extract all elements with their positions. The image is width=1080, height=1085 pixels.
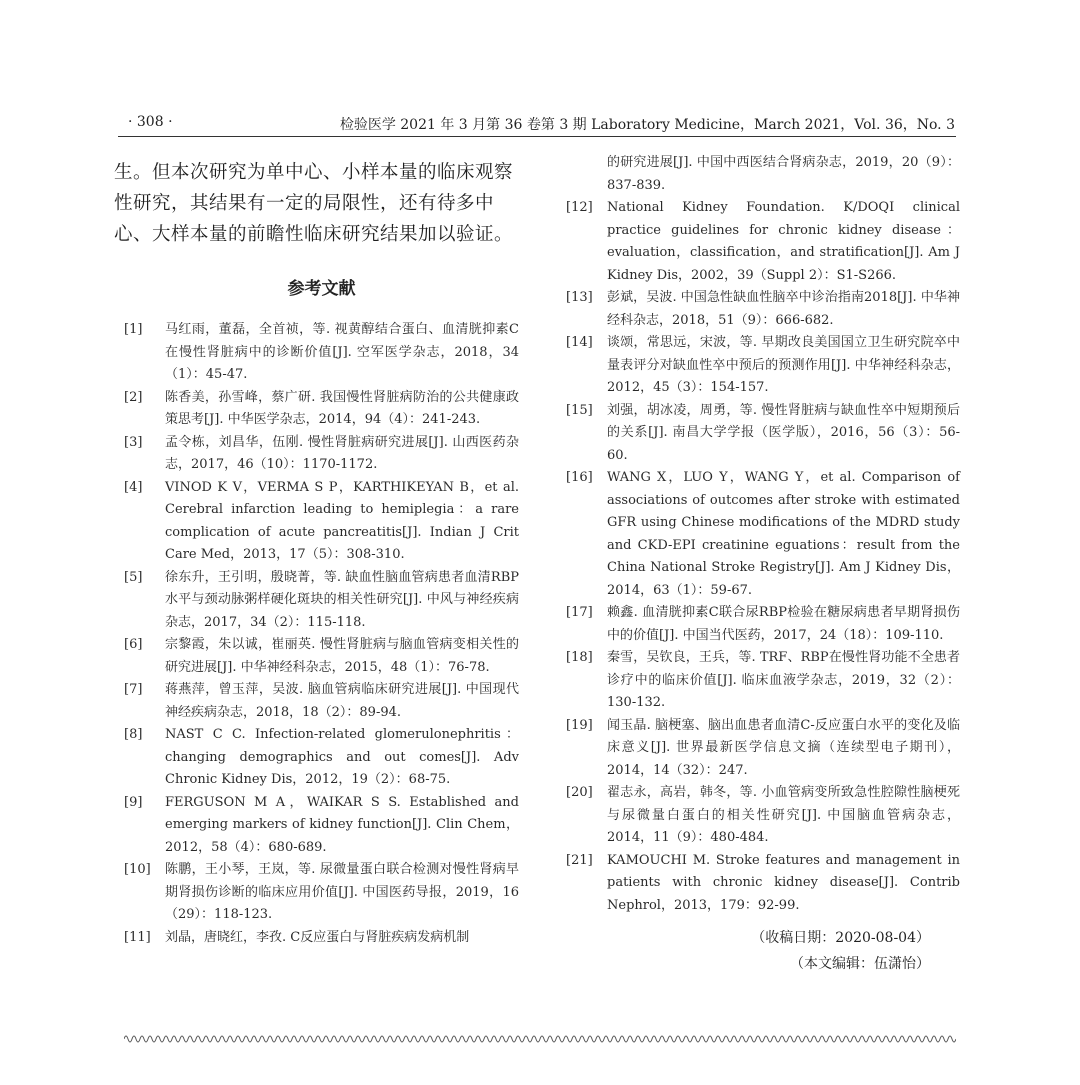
reference-text: 徐东升，王引明，殷晓菁，等. 缺血性脑血管病患者血清RBP水平与颈动脉粥样硬化斑块的相关性研究[J]. 中风与神经疾病杂志，2017，34（2）：115-118. bbox=[165, 569, 519, 630]
reference-item bbox=[124, 477, 519, 567]
reference-number: [10] bbox=[124, 862, 151, 877]
reference-item bbox=[566, 332, 960, 400]
reference-text: 马红雨，董磊，全首祯，等. 视黄醇结合蛋白、血清胱抑素C在慢性肾脏病中的诊断价值[J]. 空军医学杂志，2018，34（1）：45-47. bbox=[165, 322, 519, 382]
reference-text: 刘晶，唐晓红，李孜. C反应蛋白与肾脏疾病发病机制 bbox=[165, 929, 470, 945]
reference-text: 孟令栋，刘昌华，伍刚. 慢性肾脏病研究进展[J]. 山西医药杂志，2017，46（10）：1170-1172. bbox=[165, 434, 519, 472]
reference-text: 闻玉晶. 脑梗塞、脑出血患者血清C-反应蛋白水平的变化及临床意义[J]. 世界最新医学信息文摘（连续型电子期刊），2014，14（32）：247. bbox=[607, 717, 960, 778]
reference-item bbox=[566, 197, 960, 287]
reference-number: [17] bbox=[566, 605, 593, 620]
reference-text: 谈颂，常思远，宋波，等. 早期改良美国国立卫生研究院卒中量表评分对缺血性卒中预后的预测作用[J]. 中华神经科杂志，2012，45（3）：154-157. bbox=[607, 335, 960, 395]
reference-number: [21] bbox=[566, 852, 593, 868]
reference-number: [14] bbox=[566, 335, 593, 350]
reference-item bbox=[124, 432, 519, 477]
reference-number: [7] bbox=[124, 682, 143, 697]
reference-item bbox=[566, 782, 960, 850]
reference-text: 翟志永，高岩，韩冬，等. 小血管病变所致急性腔隙性脑梗死与尿微量白蛋白的相关性研究[J]. 中国脑血管病杂志，2014，11（9）：480-484. bbox=[607, 785, 960, 845]
reference-number: [9] bbox=[124, 794, 143, 810]
reference-item bbox=[124, 387, 519, 432]
reference-item bbox=[124, 859, 519, 927]
reference-number: [16] bbox=[566, 470, 593, 485]
reference-item bbox=[566, 287, 960, 332]
reference-text: KAMOUCHI M. Stroke features and management in patients with chronic kidney disease[J]. Contrib Nephrol，2013，179：92-99. bbox=[607, 852, 960, 913]
right-column bbox=[566, 152, 960, 977]
reference-item bbox=[124, 567, 519, 635]
left-column bbox=[114, 152, 519, 949]
reference-item bbox=[566, 850, 960, 918]
reference-item bbox=[124, 634, 519, 679]
reference-continuation: 的研究进展[J]. 中国中西医结合肾病杂志，2019，20（9）：837-839. bbox=[607, 155, 960, 193]
reference-text: 赖鑫. 血清胱抑素C联合尿RBP检验在糖尿病患者早期肾损伤中的价值[J]. 中国当代医药，2017，24（18）：109-110. bbox=[607, 605, 960, 643]
reference-item bbox=[566, 715, 960, 783]
reference-text: 宗黎霞，朱以诚，崔丽英. 慢性肾脏病与脑血管病变相关性的研究进展[J]. 中华神经科杂志，2015，48（1）：76-78. bbox=[165, 637, 519, 675]
reference-text: 彭斌，吴波. 中国急性缺血性脑卒中诊治指南2018[J]. 中华神经科杂志，2018，51（9）：666-682. bbox=[607, 290, 960, 328]
header-divider bbox=[118, 136, 956, 137]
editor-credit: （本文编辑：伍潇怡） bbox=[790, 956, 930, 972]
reference-number: [20] bbox=[566, 785, 593, 800]
reference-item bbox=[124, 679, 519, 724]
reference-text: 陈香美，孙雪峰，蔡广研. 我国慢性肾脏病防治的公共健康政策思考[J]. 中华医学杂志，2014，94（4）：241-243. bbox=[165, 389, 519, 427]
reference-item bbox=[566, 602, 960, 647]
body-paragraph: 生。但本次研究为单中心、小样本量的临床观察性研究，其结果有一定的局限性，还有待多中心、大样本量的前瞻性临床研究结果加以验证。 bbox=[114, 162, 514, 245]
reference-number: [6] bbox=[124, 637, 143, 652]
right-reference-list bbox=[566, 197, 960, 917]
reference-number: [19] bbox=[566, 717, 593, 733]
reference-text: 刘强，胡冰凌，周勇，等. 慢性肾脏病与缺血性卒中短期预后的关系[J]. 南昌大学学报（医学版），2016，56（3）：56-60. bbox=[607, 402, 960, 463]
reference-item bbox=[566, 467, 960, 602]
reference-item bbox=[124, 792, 519, 860]
decorative-wave-border bbox=[124, 1032, 956, 1046]
reference-number: [11] bbox=[124, 929, 151, 945]
reference-item bbox=[566, 647, 960, 715]
reference-text: National Kidney Foundation. K/DOQI clinical practice guidelines for chronic kidney disease：evaluation，classification，and stratification[J]. Am J Kidney Dis，2002，39（Suppl 2）：S1-S266. bbox=[607, 200, 960, 283]
reference-number: [1] bbox=[124, 322, 143, 337]
reference-number: [12] bbox=[566, 200, 593, 215]
reference-text: NAST C C. Infection-related glomerulonephritis：changing demographics and out comes[J]. Adv Chronic Kidney Dis，2012，19（2）：68-75. bbox=[165, 727, 519, 787]
reference-text: 蒋燕萍，曾玉萍，吴波. 脑血管病临床研究进展[J]. 中国现代神经疾病杂志，2018，18（2）：89-94. bbox=[165, 682, 519, 720]
reference-item bbox=[124, 927, 519, 950]
reference-number: [8] bbox=[124, 727, 143, 742]
left-reference-list bbox=[124, 319, 519, 949]
page-number: · 308 · bbox=[128, 114, 173, 130]
reference-text: WANG X，LUO Y，WANG Y，et al. Comparison of associations of outcomes after stroke with estimated GFR using Chinese modifications of the MDRD study and CKD-EPI creatinine eguations：result from the China National Stroke Registry[J]. Am J Kidney Dis，2014，63（1）：59-67. bbox=[607, 470, 960, 598]
reference-number: [18] bbox=[566, 650, 593, 665]
references-title: 参考文献 bbox=[287, 279, 356, 299]
reference-number: [2] bbox=[124, 389, 143, 405]
journal-header: 检验医学 2021 年 3 月第 36 卷第 3 期 Laboratory Medicine，March 2021，Vol. 36，No. 3 bbox=[339, 117, 955, 133]
reference-item bbox=[124, 724, 519, 792]
reference-text: 陈鹏，王小琴，王岚，等. 尿微量蛋白联合检测对慢性肾病早期肾损伤诊断的临床应用价值[J]. 中国医药导报，2019，16（29）：118-123. bbox=[165, 862, 519, 922]
reference-number: [15] bbox=[566, 402, 593, 418]
reference-item bbox=[124, 319, 519, 387]
reference-number: [4] bbox=[124, 479, 143, 495]
reference-text: VINOD K V，VERMA S P，KARTHIKEYAN B，et al. Cerebral infarction leading to hemiplegia：a rare complication of acute pancreatitis[J]. Indian J Crit Care Med，2013，17（5）：308-310. bbox=[165, 479, 519, 562]
reference-number: [13] bbox=[566, 290, 593, 305]
reference-number: [5] bbox=[124, 569, 143, 585]
reference-number: [3] bbox=[124, 434, 143, 450]
reference-item bbox=[566, 400, 960, 468]
received-date: （收稿日期：2020-08-04） bbox=[751, 930, 930, 946]
reference-text: FERGUSON M A，WAIKAR S S. Established and emerging markers of kidney function[J]. Clin Chem，2012，58（4）：680-689. bbox=[165, 794, 519, 855]
reference-text: 秦雪，吴钦良，王兵，等. TRF、RBP在慢性肾功能不全患者诊疗中的临床价值[J]. 临床血液学杂志，2019，32（2）：130-132. bbox=[607, 650, 960, 710]
